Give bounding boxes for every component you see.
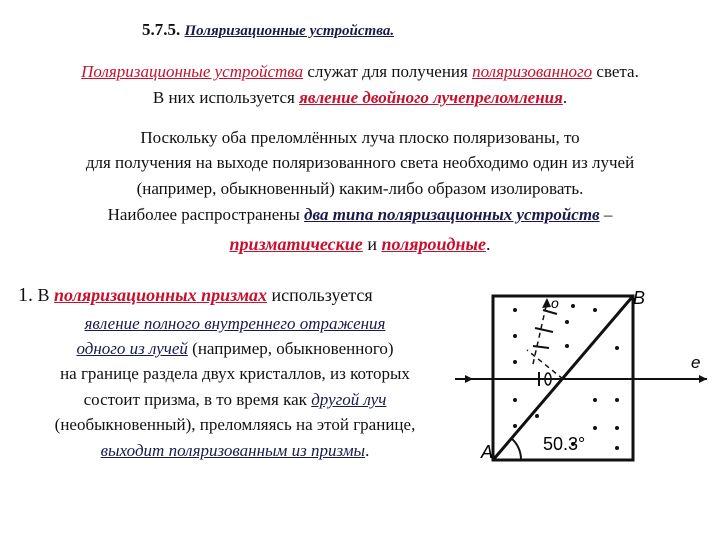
angle-label: 50.3°	[543, 434, 586, 454]
incident-arrow	[465, 375, 473, 383]
term-birefringence: явление двойного лучепреломления	[299, 88, 563, 107]
term-prismatic: призматические	[229, 234, 363, 254]
ordinary-ray-dashed	[527, 350, 563, 379]
e-ray-arrow	[699, 375, 707, 383]
p1-line1: Поляризационные устройства служат для получения поляризованного света.	[81, 62, 639, 81]
p3-line6: (необыкновенный), преломляясь на этой границе,	[54, 415, 416, 434]
term-two-types: два типа поляризационных устройств	[304, 205, 600, 224]
p3-line4: на границе раздела двух кристаллов, из которых	[60, 364, 410, 383]
label-A: A	[481, 442, 494, 462]
section-name: Поляризационные устройства.	[184, 23, 395, 39]
term-one-of-rays: одного из лучей	[76, 339, 188, 358]
label-B: B	[633, 288, 646, 308]
p3-line7: выходит поляризованным из призмы.	[100, 441, 370, 460]
p3-line3: одного из лучей (например, обыкновенного)	[76, 339, 394, 358]
p2-line5: призматические и поляроидные.	[229, 234, 491, 254]
label-e: e	[691, 353, 701, 372]
term-polarized: поляризованного	[472, 62, 593, 81]
term-total-internal-reflection: явление полного внутреннего отражения	[84, 314, 386, 333]
p2-line1: Поскольку оба преломлённых луча плоско поляризованы, то	[140, 128, 580, 147]
p2-line2: для получения на выходе поляризованного света необходимо один из лучей	[85, 153, 635, 172]
term-other-ray: другой луч	[311, 390, 387, 409]
crystal-dots	[513, 304, 619, 450]
angle-arc	[511, 438, 521, 460]
term-exits-polarized: выходит поляризованным из призмы	[100, 441, 366, 460]
section-number: 5.7.5.	[142, 20, 181, 39]
p1-line2: В них используется явление двойного лучепреломления.	[152, 88, 568, 107]
label-o: o	[551, 295, 559, 311]
p2-line3: (например, обыкновенный) каким-либо образом изолировать.	[136, 179, 584, 198]
p2-line4: Наиболее распространены два типа поляризационных устройств –	[107, 205, 613, 224]
term-polarization-prisms: поляризационных призмах	[54, 285, 268, 305]
o-ray-arrow	[542, 298, 551, 308]
p3-line5: состоит призма, в то время как другой луч	[83, 390, 387, 409]
p3-line1: 1. В поляризационных призмах используется	[18, 284, 373, 306]
term-polarization-devices: Поляризационные устройства	[81, 62, 304, 81]
prism-diagram	[455, 288, 715, 468]
term-polaroid: поляроидные	[381, 234, 486, 254]
section-title	[142, 20, 394, 40]
